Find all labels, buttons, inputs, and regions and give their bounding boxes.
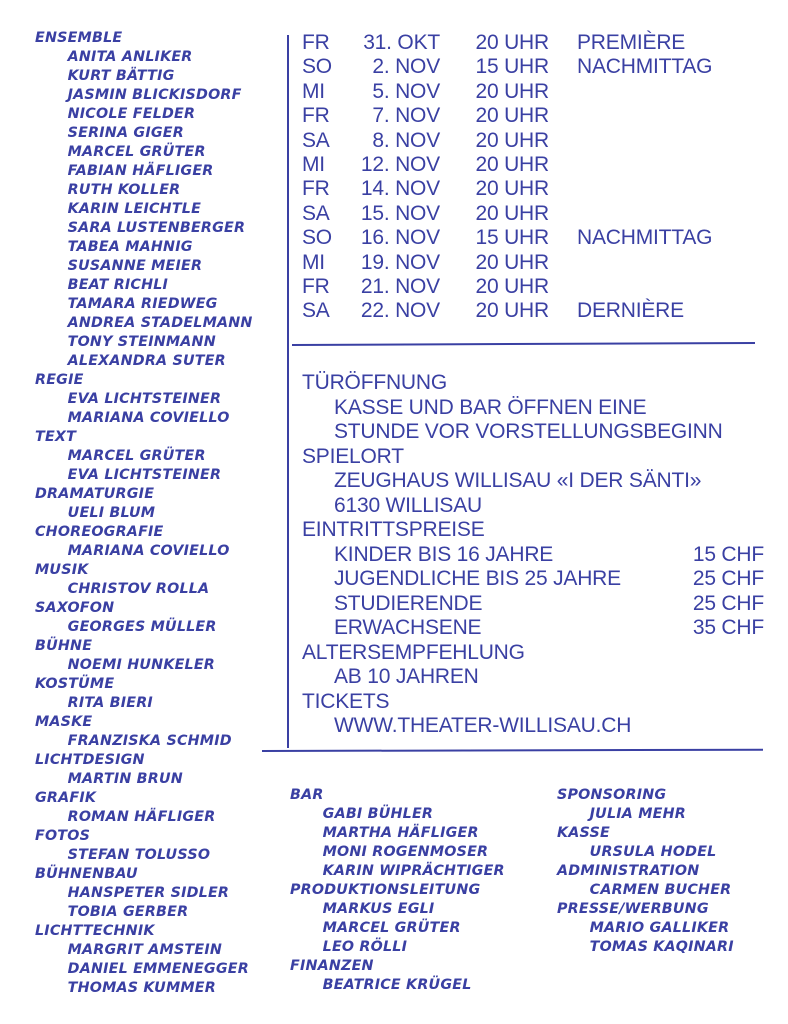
credit-person: THOMAS KUMMER [67, 980, 216, 996]
credit-role: BÜHNE [35, 638, 93, 654]
credit-person: MARCEL GRÜTER [322, 920, 461, 936]
credit-person: LEO RÖLLI [322, 939, 408, 955]
schedule-date: 2. NOV [372, 55, 440, 79]
tickets-heading: TICKETS [302, 689, 390, 713]
credit-group [35, 428, 253, 485]
credit-person: MARIANA COVIELLO [67, 543, 230, 559]
tickets-url-link[interactable]: WWW.THEATER-WILLISAU.CH [334, 714, 632, 737]
credit-person: DANIEL EMMENEGGER [67, 961, 249, 977]
schedule-time: 15 UHR [475, 55, 549, 79]
credit-group [35, 637, 253, 675]
credit-role: KOSTÜME [35, 676, 115, 692]
credit-person: EVA LICHTSTEINER [67, 467, 222, 483]
schedule-time: 20 UHR [475, 128, 549, 152]
credit-group [557, 824, 734, 862]
venue-heading: SPIELORT [302, 444, 404, 468]
credit-person: JULIA MEHR [589, 806, 686, 822]
credit-group [557, 862, 734, 900]
schedule-date: 14. NOV [360, 177, 440, 201]
credit-role: DRAMATURGIE [35, 486, 155, 502]
doors-heading: TÜRÖFFNUNG [302, 371, 447, 394]
credit-group [35, 865, 253, 922]
schedule-time: 15 UHR [475, 226, 549, 250]
schedule-date: 22. NOV [360, 299, 440, 323]
credit-role: LICHTTECHNIK [35, 923, 155, 939]
credit-person: RITA BIERI [67, 695, 153, 711]
credit-person: TABEA MAHNIG [67, 239, 193, 255]
price-row [302, 616, 764, 641]
credit-person: SERINA GIGER [67, 125, 184, 141]
schedule-day: SA [302, 128, 330, 152]
schedule-time: 20 UHR [475, 201, 549, 225]
credit-role: PRESSE/WERBUNG [557, 901, 709, 917]
credit-group [35, 827, 253, 865]
schedule-date: 31. OKT [363, 31, 440, 54]
credit-role: LICHTDESIGN [35, 752, 145, 768]
credit-group [290, 786, 505, 881]
credit-person: UELI BLUM [67, 505, 156, 521]
doors-line: STUNDE VOR VORSTELLUNGSBEGINN [334, 420, 723, 443]
credit-person: ANITA ANLIKER [67, 49, 193, 65]
credit-person: RUTH KOLLER [67, 182, 181, 198]
price-value: 25 CHF [692, 567, 764, 590]
credit-group [35, 523, 253, 561]
credit-person: BEAT RICHLI [67, 277, 169, 293]
credit-person: EVA LICHTSTEINER [67, 391, 222, 407]
schedule-time: 20 UHR [475, 31, 549, 54]
price-value: 35 CHF [692, 616, 764, 639]
credit-group [557, 786, 734, 824]
age-heading: ALTERSEMPFEHLUNG [302, 640, 525, 664]
credit-person: KURT BÄTTIG [67, 68, 175, 84]
credit-person: MARCEL GRÜTER [67, 448, 206, 464]
credit-person: URSULA HODEL [589, 844, 717, 860]
credit-role: MUSIK [35, 562, 89, 578]
credit-role: FINANZEN [290, 958, 374, 974]
credit-group [35, 713, 253, 751]
credit-role: PRODUKTIONSLEITUNG [290, 882, 481, 898]
credit-person: NICOLE FELDER [67, 106, 196, 122]
venue-line: 6130 WILLISAU [334, 493, 482, 517]
schedule-date: 7. NOV [372, 104, 440, 128]
credit-person: JASMIN BLICKISDORF [67, 87, 242, 103]
credit-person: STEFAN TOLUSSO [67, 847, 211, 863]
credit-group [35, 371, 253, 428]
credit-person: ANDREA STADELMANN [67, 315, 253, 331]
credit-person: TOBIA GERBER [67, 904, 189, 920]
credit-group [35, 751, 253, 789]
credit-person: CARMEN BUCHER [589, 882, 732, 898]
price-label: KINDER BIS 16 JAHRE [334, 542, 554, 566]
credit-role: SPONSORING [557, 787, 667, 803]
credit-role: CHOREOGRAFIE [35, 524, 164, 540]
schedule-day: FR [302, 177, 330, 201]
credits-right-column [557, 786, 734, 957]
schedule-note: DERNIÈRE [577, 299, 684, 323]
credit-group [557, 900, 734, 957]
schedule-time: 20 UHR [475, 274, 549, 298]
credit-group [35, 561, 253, 599]
price-row [302, 543, 764, 568]
credit-role: ENSEMBLE [35, 30, 123, 46]
schedule-day: FR [302, 104, 330, 128]
credit-person: MARTIN BRUN [67, 771, 183, 787]
price-value: 25 CHF [692, 591, 764, 615]
credit-role: ADMINISTRATION [557, 863, 700, 879]
credit-person: CHRISTOV ROLLA [67, 581, 210, 597]
event-info [302, 371, 764, 739]
doors-line: KASSE UND BAR ÖFFNEN EINE [334, 395, 647, 419]
schedule-date: 15. NOV [360, 201, 440, 225]
schedule-date: 21. NOV [360, 274, 440, 298]
price-row [302, 567, 764, 592]
credit-person: MARKUS EGLI [322, 901, 435, 917]
schedule-day: SO [302, 226, 332, 250]
price-label: STUDIERENDE [334, 591, 483, 615]
credit-person: TONY STEINMANN [67, 334, 216, 350]
credit-group [35, 485, 253, 523]
credit-role: SAXOFON [35, 600, 115, 616]
schedule-day: MI [302, 250, 325, 274]
credit-person: FRANZISKA SCHMID [67, 733, 232, 749]
credit-group [290, 881, 505, 957]
credit-person: GABI BÜHLER [322, 806, 434, 822]
credit-person: FABIAN HÄFLIGER [67, 163, 214, 179]
schedule-date: 5. NOV [372, 79, 440, 103]
credit-person: MARTHA HÄFLIGER [322, 825, 479, 841]
credit-person: TOMAS KAQINARI [589, 939, 734, 955]
schedule-day: SA [302, 299, 330, 323]
credit-role: BAR [290, 787, 324, 803]
credit-role: REGIE [35, 372, 84, 388]
credit-role: KASSE [557, 825, 610, 841]
credit-person: SARA LUSTENBERGER [67, 220, 246, 236]
credits-left-column [35, 29, 253, 998]
credit-person: MONI ROGENMOSER [322, 844, 489, 860]
vertical-divider [287, 35, 289, 748]
credit-person: MARIANA COVIELLO [67, 410, 230, 426]
credit-group [35, 29, 253, 371]
schedule-time: 20 UHR [475, 299, 549, 323]
schedule-note: PREMIÈRE [577, 31, 686, 54]
credit-person: HANSPETER SIDLER [67, 885, 230, 901]
credit-person: NOEMI HUNKELER [67, 657, 216, 673]
credit-person: GEORGES MÜLLER [67, 619, 217, 635]
credit-group [35, 599, 253, 637]
prices-heading: EINTRITTSPREISE [302, 518, 485, 541]
schedule-time: 20 UHR [475, 79, 549, 103]
venue-line: ZEUGHAUS WILLISAU «I DER SÄNTI» [334, 469, 702, 492]
price-label: JUGENDLICHE BIS 25 JAHRE [334, 567, 621, 590]
credits-middle-column [290, 786, 505, 995]
credit-person: MARGRIT AMSTEIN [67, 942, 223, 958]
credit-role: BÜHNENBAU [35, 866, 138, 882]
credit-person: KARIN WIPRÄCHTIGER [322, 863, 505, 879]
schedule-time: 20 UHR [475, 152, 549, 176]
credit-person: ROMAN HÄFLIGER [67, 809, 216, 825]
credits-divider [262, 749, 763, 752]
credit-person: ALEXANDRA SUTER [67, 353, 226, 369]
credit-role: GRAFIK [35, 790, 97, 806]
schedule-date: 19. NOV [360, 250, 440, 274]
price-value: 15 CHF [692, 542, 764, 566]
schedule-day: MI [302, 152, 325, 176]
schedule-note: NACHMITTAG [577, 226, 713, 250]
credit-group [35, 922, 253, 998]
schedule-time: 20 UHR [475, 177, 549, 201]
credit-role: FOTOS [35, 828, 91, 844]
schedule-day: SO [302, 55, 332, 79]
credit-person: KARIN LEICHTLE [67, 201, 202, 217]
schedule-day: MI [302, 79, 325, 103]
price-label: ERWACHSENE [334, 616, 482, 639]
schedule-day: SA [302, 201, 330, 225]
schedule-divider [292, 342, 755, 346]
credit-person: BEATRICE KRÜGEL [322, 977, 472, 993]
credit-role: MASKE [35, 714, 93, 730]
schedule-date: 12. NOV [360, 152, 440, 176]
price-row [302, 592, 764, 617]
credit-person: MARCEL GRÜTER [67, 144, 206, 160]
schedule-date: 16. NOV [360, 226, 440, 250]
schedule-date: 8. NOV [372, 128, 440, 152]
credit-role: TEXT [35, 429, 77, 445]
credit-person: MARIO GALLIKER [589, 920, 730, 936]
age-line: AB 10 JAHREN [334, 665, 479, 688]
schedule-day: FR [302, 31, 330, 54]
schedule-day: FR [302, 274, 330, 298]
schedule-time: 20 UHR [475, 250, 549, 274]
credit-group [290, 957, 505, 995]
credit-person: TAMARA RIEDWEG [67, 296, 218, 312]
credit-person: SUSANNE MEIER [67, 258, 203, 274]
schedule-time: 20 UHR [475, 104, 549, 128]
credit-group [35, 789, 253, 827]
credit-group [35, 675, 253, 713]
schedule-note: NACHMITTAG [577, 55, 713, 79]
